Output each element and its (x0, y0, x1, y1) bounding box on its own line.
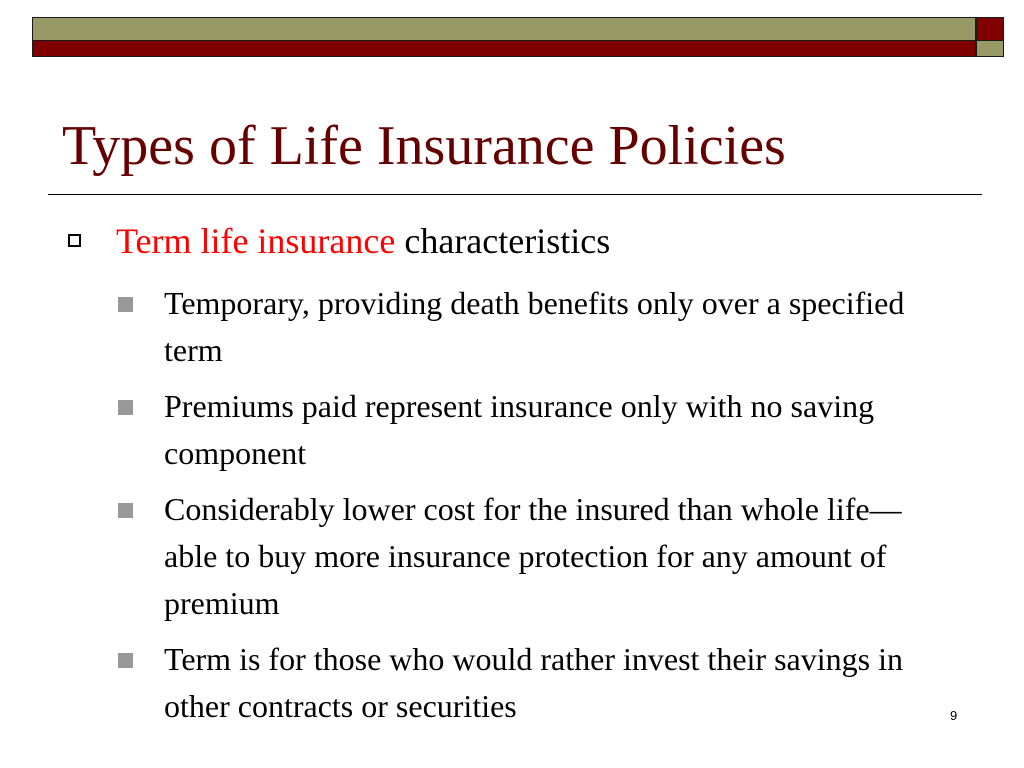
main-bullet-rest: characteristics (395, 221, 611, 261)
page-number: 9 (950, 708, 958, 723)
hollow-square-bullet-icon (68, 234, 81, 247)
square-bullet-icon (118, 297, 133, 312)
sub-bullet-item (118, 280, 948, 374)
sub-bullet-item (118, 486, 948, 627)
sub-bullet-list (118, 280, 948, 739)
main-bullet-highlight: Term life insurance (116, 221, 396, 261)
header-bar-maroon (32, 41, 976, 57)
slide-title: Types of Life Insurance Policies (62, 115, 786, 177)
header-bar-olive (32, 17, 976, 41)
sub-bullet-item (118, 383, 948, 477)
square-bullet-icon (118, 653, 133, 668)
main-bullet-text (116, 216, 610, 266)
header-square-olive (976, 41, 1004, 57)
square-bullet-icon (118, 503, 133, 518)
square-bullet-icon (118, 400, 133, 415)
title-divider (48, 194, 982, 195)
sub-bullet-text: Term is for those who would rather invest their savings in other contracts or securities (164, 641, 903, 724)
sub-bullet-text: Considerably lower cost for the insured than whole life—able to buy more insurance protection for any amount of premium (164, 491, 902, 621)
header-square-maroon (976, 17, 1004, 41)
sub-bullet-item (118, 636, 948, 730)
sub-bullet-text: Temporary, providing death benefits only over a specified term (164, 285, 905, 368)
sub-bullet-text: Premiums paid represent insurance only with no saving component (164, 388, 875, 471)
